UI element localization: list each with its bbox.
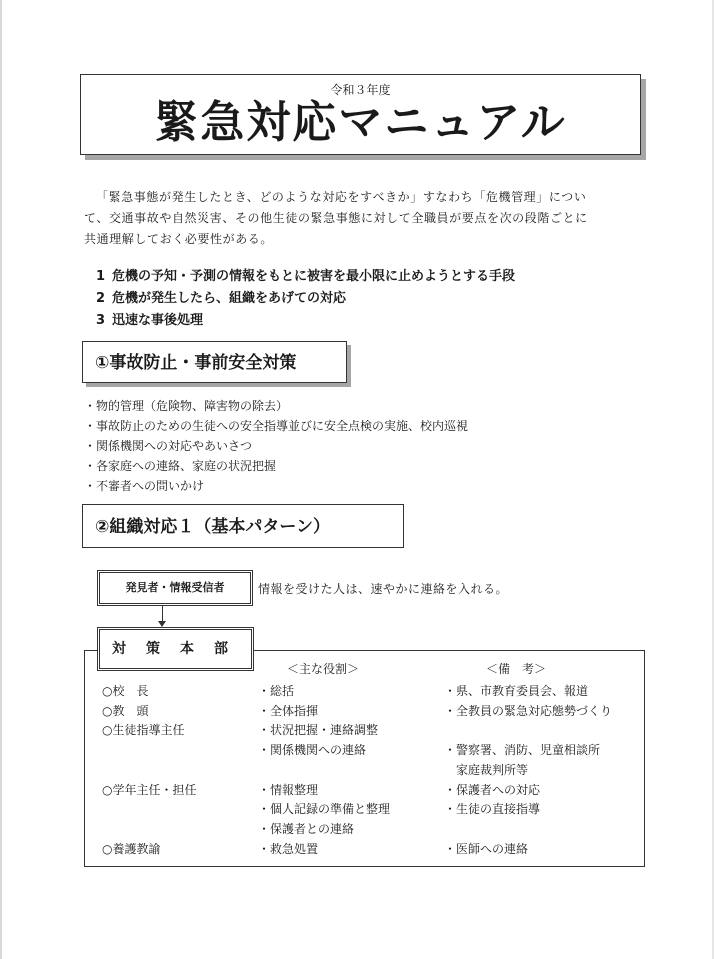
intro-line: て、交通事故や自然災害、その他生徒の緊急事態に対して全職員が要点を次の段階ごとに (84, 211, 588, 225)
intro-line: 共通理解しておく必要性がある。 (84, 232, 274, 246)
row-person: ○生徒指導主任 (102, 723, 185, 737)
list-item: ・各家庭への連絡、家庭の状況把握 (84, 459, 277, 473)
row-role: ・個人記録の準備と整理 (258, 802, 391, 816)
page-edge (0, 0, 2, 959)
page-title: 緊急対応マニュアル (154, 97, 567, 148)
row-note: 家庭裁判所等 (456, 763, 529, 777)
row-role: ・総括 (258, 684, 295, 698)
step-item: 1 危機の予知・予測の情報をもとに被害を最小限に止めようとする手段 (96, 269, 516, 284)
row-note: ・生徒の直接指導 (444, 802, 541, 816)
list-item: ・関係機関への対応やあいさつ (84, 439, 253, 453)
row-role: ・状況把握・連絡調整 (258, 723, 379, 737)
row-role: ・全体指揮 (258, 704, 319, 718)
row-role: ・情報整理 (258, 783, 319, 797)
finder-description: 情報を受けた人は、速やかに連絡を入れる。 (258, 582, 509, 596)
row-note: ・全教員の緊急対応態勢づくり (444, 704, 613, 718)
list-item: ・物的管理（危険物、障害物の除去） (84, 399, 289, 413)
section1-bullets (84, 396, 468, 496)
row-note: ・保護者への対応 (444, 783, 541, 797)
col-header-note: ＜備 考＞ (486, 662, 547, 676)
row-person: ○教 頭 (102, 704, 149, 718)
title-year: 令和３年度 (330, 83, 391, 97)
row-role: ・関係機関への連絡 (258, 743, 367, 757)
row-person: ○養護教諭 (102, 842, 161, 856)
row-person: ○校 長 (102, 684, 149, 698)
step-item: 2 危機が発生したら、組織をあげての対応 (96, 291, 347, 306)
row-role: ・保護者との連絡 (258, 822, 355, 836)
row-note: ・県、市教育委員会、報道 (444, 684, 589, 698)
step-item: 3 迅速な事後処理 (96, 313, 204, 328)
row-role: ・救急処置 (258, 842, 319, 856)
intro-paragraph (84, 187, 650, 250)
finder-box: 発見者・情報受信者 (97, 570, 253, 606)
row-note: ・医師への連絡 (444, 842, 529, 856)
hq-title-box: 対 策 本 部 (97, 627, 254, 671)
title-box (80, 74, 641, 155)
steps-list (96, 266, 515, 332)
intro-line: 「緊急事態が発生したとき、どのような対応をすべきか」すなわち「危機管理」につい (96, 190, 587, 204)
list-item: ・事故防止のための生徒への安全指導並びに安全点検の実施、校内巡視 (84, 419, 469, 433)
section2-heading: ②組織対応１（基本パターン） (82, 504, 404, 548)
row-note: ・警察署、消防、児童相談所 (444, 743, 601, 757)
row-person: ○学年主任・担任 (102, 783, 197, 797)
section1-heading: ①事故防止・事前安全対策 (82, 341, 347, 383)
list-item: ・不審者への問いかけ (84, 479, 205, 493)
col-header-role: ＜主な役割＞ (287, 662, 360, 676)
